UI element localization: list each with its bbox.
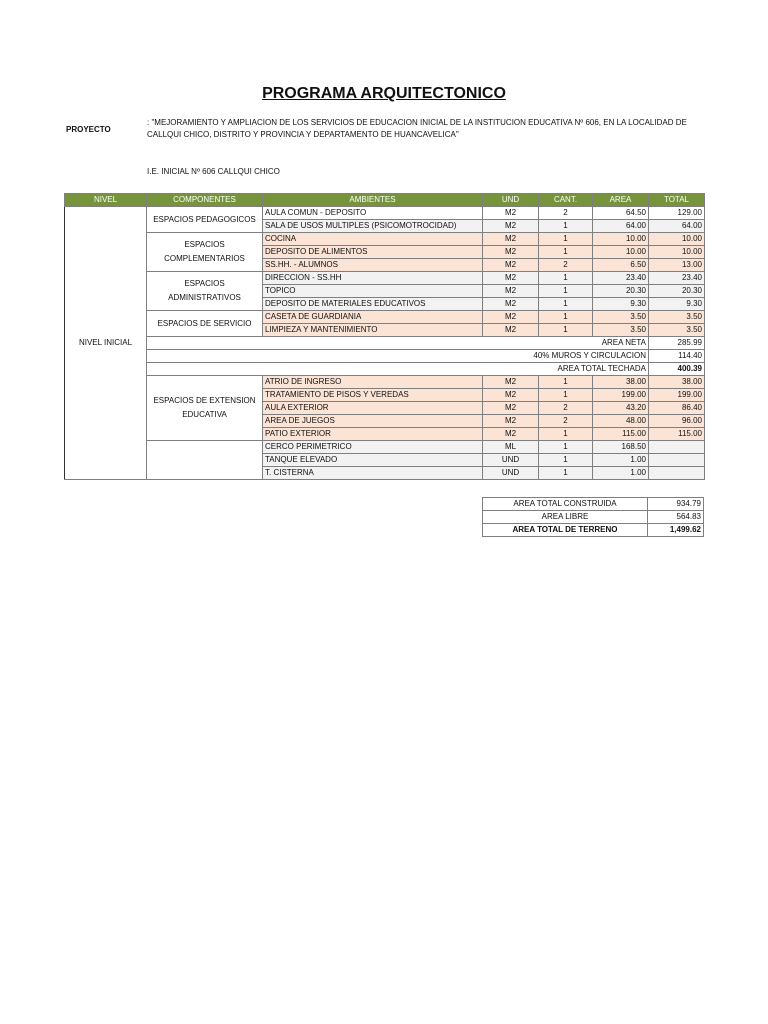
row-cant: 1 (539, 324, 593, 337)
row-cant: 1 (539, 272, 593, 285)
muros-label: 40% MUROS Y CIRCULACION (147, 350, 649, 363)
row-area: 38.00 (593, 376, 649, 389)
summary-table (482, 497, 704, 537)
header-cant: CANT. (539, 194, 593, 207)
row-area: 64.50 (593, 207, 649, 220)
row-area: 10.00 (593, 233, 649, 246)
table-row (65, 272, 705, 285)
row-ambiente: CERCO PERIMETRICO (263, 441, 483, 454)
techada-label: AREA TOTAL TECHADA (147, 363, 649, 376)
row-und: UND (483, 454, 539, 467)
project-label: PROYECTO (66, 125, 111, 134)
area-neta-value: 285.99 (649, 337, 705, 350)
row-area: 1.00 (593, 454, 649, 467)
row-total (649, 467, 705, 480)
row-ambiente: PATIO EXTERIOR (263, 428, 483, 441)
row-und: ML (483, 441, 539, 454)
row-ambiente: AULA EXTERIOR (263, 402, 483, 415)
summary-value: 564.83 (648, 511, 704, 524)
row-und: M2 (483, 246, 539, 259)
row-ambiente: SS.HH. - ALUMNOS (263, 259, 483, 272)
row-ambiente: AREA DE JUEGOS (263, 415, 483, 428)
row-total: 38.00 (649, 376, 705, 389)
row-area: 168.50 (593, 441, 649, 454)
row-area: 10.00 (593, 246, 649, 259)
table-header-row (65, 194, 705, 207)
component-pedagogicos: ESPACIOS PEDAGOGICOS (147, 207, 263, 233)
row-und: M2 (483, 298, 539, 311)
row-total: 199.00 (649, 389, 705, 402)
row-ambiente: TOPICO (263, 285, 483, 298)
page-title (0, 85, 768, 103)
header-componentes: COMPONENTES (147, 194, 263, 207)
title-text: PROGRAMA ARQUITECTONICO (262, 85, 506, 102)
summary-value: 1,499.62 (648, 524, 704, 537)
row-total: 86.40 (649, 402, 705, 415)
row-area: 9.30 (593, 298, 649, 311)
row-area: 48.00 (593, 415, 649, 428)
row-und: M2 (483, 389, 539, 402)
row-ambiente: CASETA DE GUARDIANIA (263, 311, 483, 324)
subtotal-row-neta (65, 337, 705, 350)
row-total: 115.00 (649, 428, 705, 441)
summary-row (483, 498, 704, 511)
component-empty (147, 441, 263, 480)
row-area: 20.30 (593, 285, 649, 298)
row-cant: 2 (539, 415, 593, 428)
row-area: 6.50 (593, 259, 649, 272)
table-row (65, 207, 705, 220)
row-cant: 1 (539, 233, 593, 246)
row-area: 3.50 (593, 324, 649, 337)
row-area: 43.20 (593, 402, 649, 415)
row-area: 115.00 (593, 428, 649, 441)
row-und: M2 (483, 324, 539, 337)
header-area: AREA (593, 194, 649, 207)
row-cant: 1 (539, 376, 593, 389)
row-cant: 1 (539, 285, 593, 298)
row-ambiente: AULA COMUN - DEPOSITO (263, 207, 483, 220)
row-und: M2 (483, 285, 539, 298)
row-total: 10.00 (649, 246, 705, 259)
row-und: M2 (483, 220, 539, 233)
summary-row (483, 524, 704, 537)
row-cant: 2 (539, 207, 593, 220)
summary-value: 934.79 (648, 498, 704, 511)
table-row (65, 233, 705, 246)
row-area: 3.50 (593, 311, 649, 324)
row-cant: 2 (539, 259, 593, 272)
row-und: M2 (483, 259, 539, 272)
header-ambientes: AMBIENTES (263, 194, 483, 207)
row-total: 23.40 (649, 272, 705, 285)
row-total: 64.00 (649, 220, 705, 233)
institution-line: I.E. INICIAL Nº 606 CALLQUI CHICO (147, 167, 280, 176)
row-cant: 1 (539, 246, 593, 259)
row-cant: 1 (539, 467, 593, 480)
row-total: 129.00 (649, 207, 705, 220)
component-servicio: ESPACIOS DE SERVICIO (147, 311, 263, 337)
header-total: TOTAL (649, 194, 705, 207)
component-complementarios: ESPACIOS COMPLEMENTARIOS (147, 233, 263, 272)
row-total: 96.00 (649, 415, 705, 428)
row-total: 20.30 (649, 285, 705, 298)
row-und: M2 (483, 272, 539, 285)
row-cant: 1 (539, 220, 593, 233)
row-und: M2 (483, 415, 539, 428)
row-total: 10.00 (649, 233, 705, 246)
row-total (649, 441, 705, 454)
row-ambiente: TANQUE ELEVADO (263, 454, 483, 467)
row-cant: 1 (539, 454, 593, 467)
row-und: M2 (483, 233, 539, 246)
row-area: 23.40 (593, 272, 649, 285)
row-ambiente: DEPOSITO DE ALIMENTOS (263, 246, 483, 259)
row-ambiente: COCINA (263, 233, 483, 246)
row-ambiente: SALA DE USOS MULTIPLES (PSICOMOTROCIDAD) (263, 220, 483, 233)
row-total: 3.50 (649, 324, 705, 337)
row-ambiente: LIMPIEZA Y MANTENIMIENTO (263, 324, 483, 337)
row-und: UND (483, 467, 539, 480)
techada-value: 400.39 (649, 363, 705, 376)
row-cant: 1 (539, 441, 593, 454)
summary-row (483, 511, 704, 524)
component-administrativos: ESPACIOS ADMINISTRATIVOS (147, 272, 263, 311)
component-extension: ESPACIOS DE EXTENSION EDUCATIVA (147, 376, 263, 441)
summary-label: AREA TOTAL CONSTRUIDA (483, 498, 648, 511)
row-total: 13.00 (649, 259, 705, 272)
table-row (65, 311, 705, 324)
row-ambiente: T. CISTERNA (263, 467, 483, 480)
row-area: 64.00 (593, 220, 649, 233)
summary-label: AREA TOTAL DE TERRENO (483, 524, 648, 537)
table-row (65, 376, 705, 389)
row-area: 199.00 (593, 389, 649, 402)
subtotal-row-techada (65, 363, 705, 376)
header-nivel: NIVEL (65, 194, 147, 207)
muros-value: 114.40 (649, 350, 705, 363)
project-description: : "MEJORAMIENTO Y AMPLIACION DE LOS SERVICIOS DE EDUCACION INICIAL DE LA INSTITUCION EDUCATIVA Nº 606, EN LA LOCALIDAD DE CALLQUI CHICO, DISTRITO Y PROVINCIA Y DEPARTAMENTO DE HUANCAVELICA" (147, 118, 687, 139)
program-table (64, 193, 705, 480)
header-und: UND (483, 194, 539, 207)
row-ambiente: DIRECCION - SS.HH (263, 272, 483, 285)
table-row (65, 441, 705, 454)
row-total (649, 454, 705, 467)
row-und: M2 (483, 428, 539, 441)
row-cant: 2 (539, 402, 593, 415)
subtotal-row-muros (65, 350, 705, 363)
summary-label: AREA LIBRE (483, 511, 648, 524)
row-cant: 1 (539, 311, 593, 324)
row-area: 1.00 (593, 467, 649, 480)
row-cant: 1 (539, 428, 593, 441)
area-neta-label: AREA NETA (147, 337, 649, 350)
row-cant: 1 (539, 298, 593, 311)
row-total: 3.50 (649, 311, 705, 324)
row-und: M2 (483, 402, 539, 415)
row-ambiente: TRATAMIENTO DE PISOS Y VEREDAS (263, 389, 483, 402)
nivel-cell: NIVEL INICIAL (65, 207, 147, 480)
row-und: M2 (483, 207, 539, 220)
row-total: 9.30 (649, 298, 705, 311)
row-ambiente: DEPOSITO DE MATERIALES EDUCATIVOS (263, 298, 483, 311)
row-cant: 1 (539, 389, 593, 402)
row-und: M2 (483, 376, 539, 389)
row-ambiente: ATRIO DE INGRESO (263, 376, 483, 389)
row-und: M2 (483, 311, 539, 324)
